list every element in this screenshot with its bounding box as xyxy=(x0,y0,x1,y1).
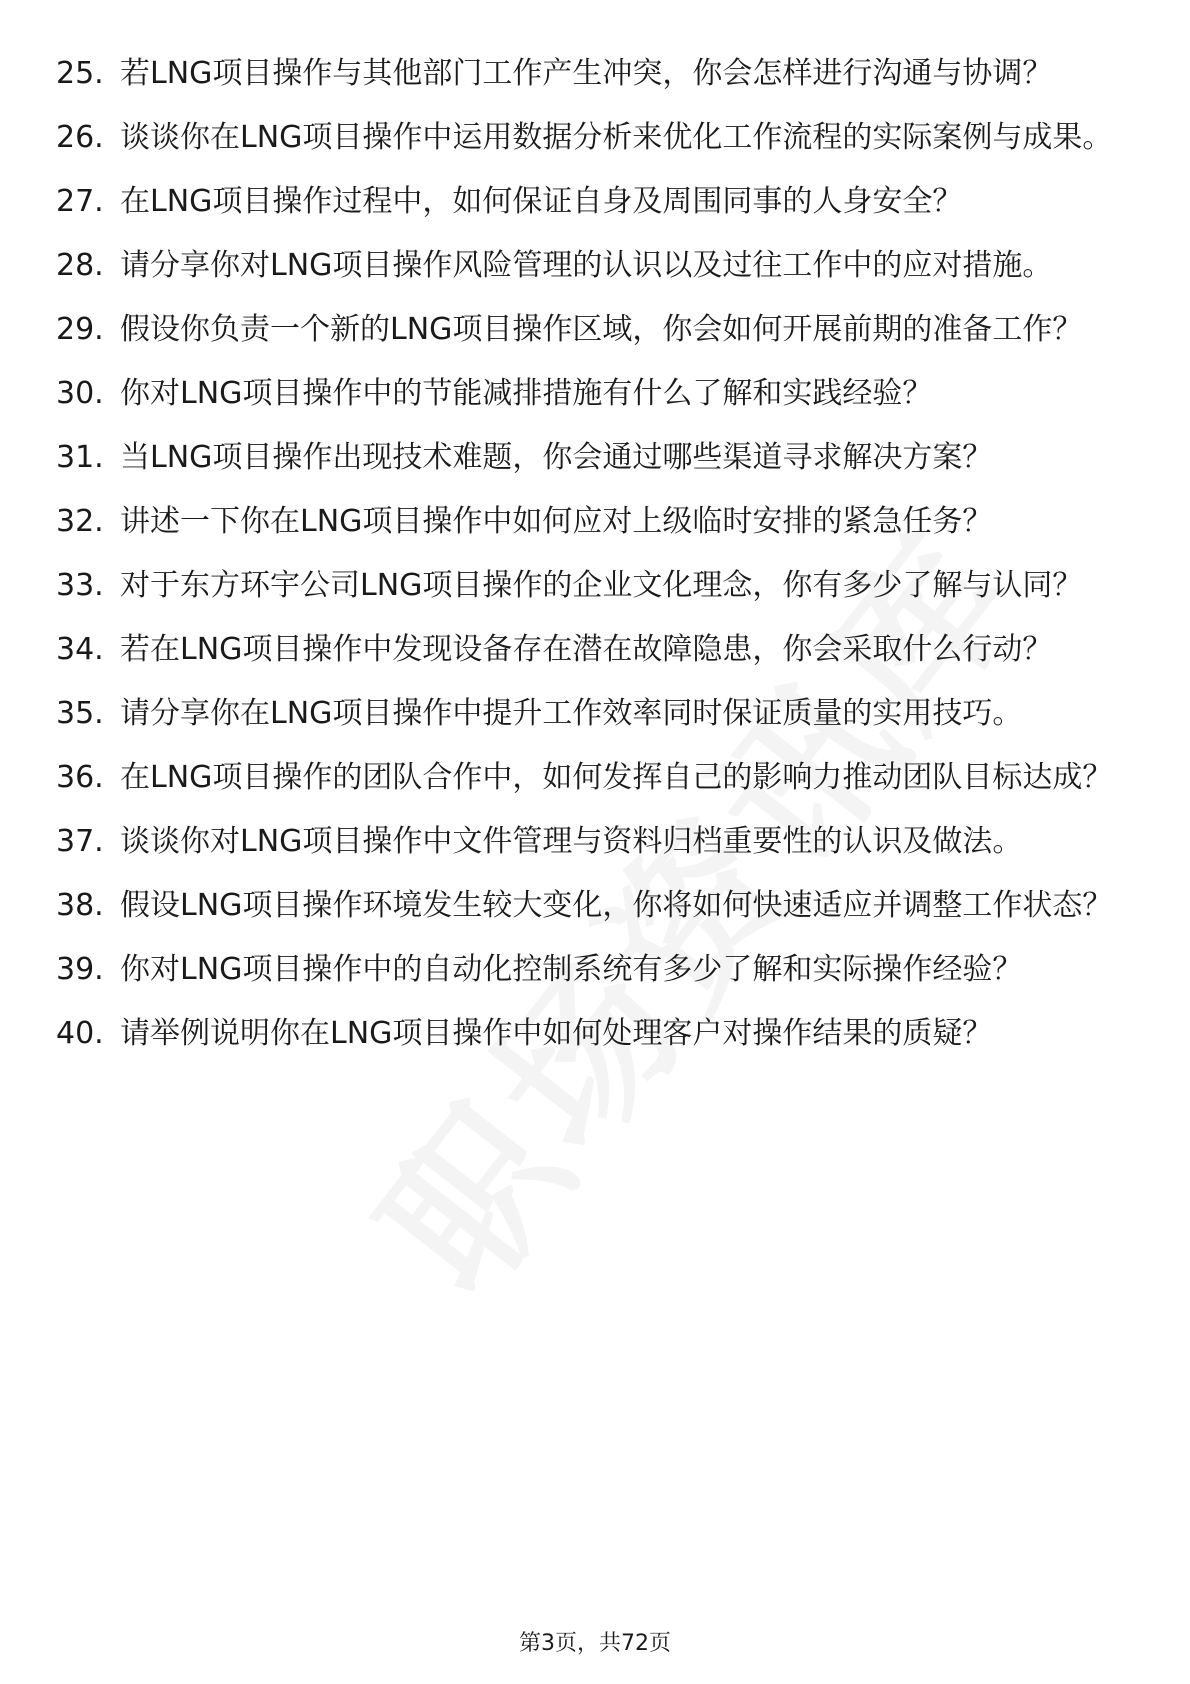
list-item xyxy=(56,310,1136,350)
question-number: 34. xyxy=(56,632,104,667)
question-number: 29. xyxy=(56,312,104,347)
list-item xyxy=(56,950,1136,990)
list-item xyxy=(56,118,1136,158)
question-text: 对于东方环宇公司LNG项目操作的企业文化理念，你有多少了解与认同？ xyxy=(120,568,1083,603)
question-number: 30. xyxy=(56,376,104,411)
list-item xyxy=(56,758,1136,798)
question-text: 若LNG项目操作与其他部门工作产生冲突，你会怎样进行沟通与协调？ xyxy=(120,56,1053,91)
question-number: 33. xyxy=(56,568,104,603)
question-text: 假设LNG项目操作环境发生较大变化，你将如何快速适应并调整工作状态？ xyxy=(120,888,1113,923)
question-text: 请分享你在LNG项目操作中提升工作效率同时保证质量的实用技巧。 xyxy=(120,696,1023,731)
question-text: 当LNG项目操作出现技术难题，你会通过哪些渠道寻求解决方案？ xyxy=(120,440,993,475)
list-item xyxy=(56,630,1136,670)
list-item xyxy=(56,246,1136,286)
question-number: 32. xyxy=(56,504,104,539)
question-text: 假设你负责一个新的LNG项目操作区域，你会如何开展前期的准备工作？ xyxy=(120,312,1083,347)
question-number: 31. xyxy=(56,440,104,475)
question-number: 40. xyxy=(56,1016,104,1051)
question-text: 若在LNG项目操作中发现设备存在潜在故障隐患，你会采取什么行动？ xyxy=(120,632,1053,667)
list-item xyxy=(56,438,1136,478)
list-item xyxy=(56,566,1136,606)
question-number: 39. xyxy=(56,952,104,987)
question-list xyxy=(56,54,1136,1078)
question-text: 谈谈你在LNG项目操作中运用数据分析来优化工作流程的实际案例与成果。 xyxy=(120,120,1113,155)
question-text: 在LNG项目操作的团队合作中，如何发挥自己的影响力推动团队目标达成？ xyxy=(120,760,1113,795)
question-number: 25. xyxy=(56,56,104,91)
question-text: 谈谈你对LNG项目操作中文件管理与资料归档重要性的认识及做法。 xyxy=(120,824,1023,859)
list-item xyxy=(56,822,1136,862)
question-text: 请举例说明你在LNG项目操作中如何处理客户对操作结果的质疑？ xyxy=(120,1016,993,1051)
question-text: 请分享你对LNG项目操作风险管理的认识以及过往工作中的应对措施。 xyxy=(120,248,1053,283)
question-text: 你对LNG项目操作中的节能减排措施有什么了解和实践经验？ xyxy=(120,376,933,411)
list-item xyxy=(56,1014,1136,1054)
question-text: 讲述一下你在LNG项目操作中如何应对上级临时安排的紧急任务？ xyxy=(120,504,993,539)
question-text: 在LNG项目操作过程中，如何保证自身及周围同事的人身安全？ xyxy=(120,184,963,219)
question-number: 28. xyxy=(56,248,104,283)
question-number: 36. xyxy=(56,760,104,795)
list-item xyxy=(56,374,1136,414)
list-item xyxy=(56,182,1136,222)
question-number: 37. xyxy=(56,824,104,859)
list-item xyxy=(56,694,1136,734)
question-number: 27. xyxy=(56,184,104,219)
list-item xyxy=(56,886,1136,926)
page-number-footer: 第3页，共72页 xyxy=(519,1631,671,1656)
list-item xyxy=(56,54,1136,94)
question-number: 26. xyxy=(56,120,104,155)
question-number: 35. xyxy=(56,696,104,731)
question-number: 38. xyxy=(56,888,104,923)
question-text: 你对LNG项目操作中的自动化控制系统有多少了解和实际操作经验？ xyxy=(120,952,1023,987)
list-item xyxy=(56,502,1136,542)
